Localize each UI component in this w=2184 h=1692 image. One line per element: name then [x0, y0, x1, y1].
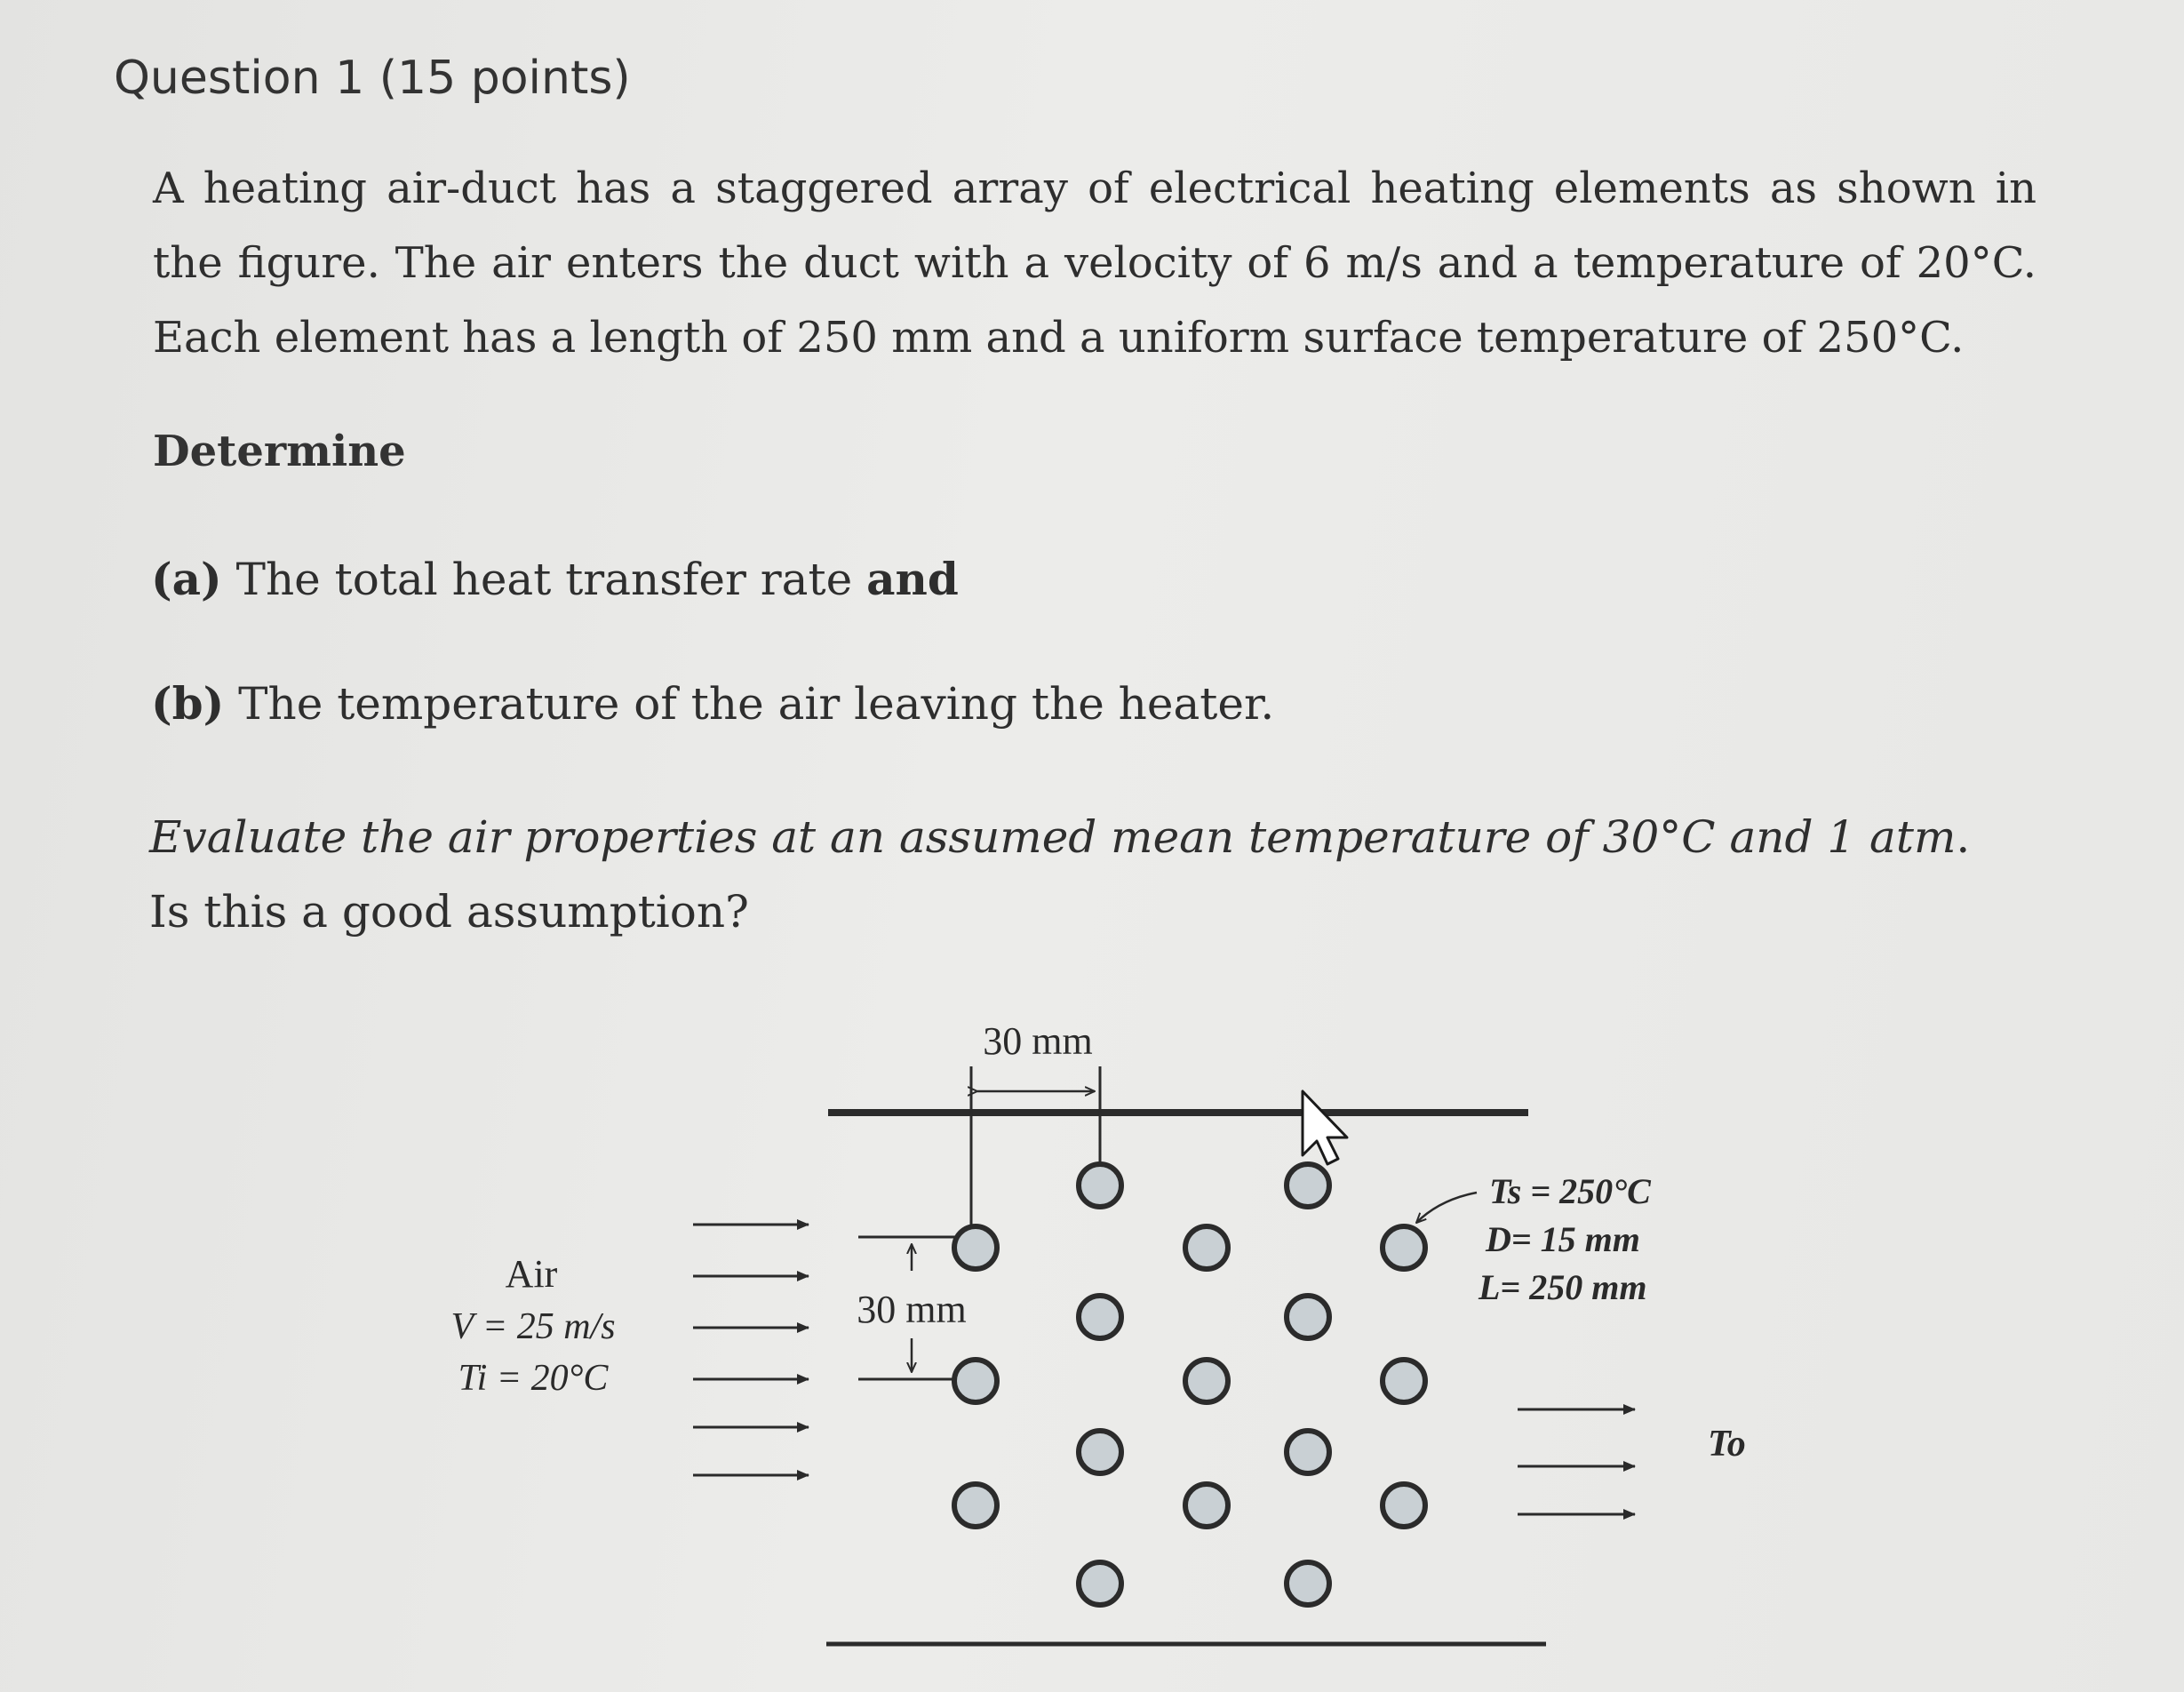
evaluate-tail: . Is this a good assumption?	[149, 811, 1971, 938]
heating-element-tube	[1287, 1562, 1329, 1605]
question-number: Question 1	[114, 52, 365, 105]
heating-element-tube	[1287, 1164, 1329, 1207]
heating-element-tube	[1185, 1360, 1228, 1402]
heating-element-tube	[1383, 1226, 1425, 1269]
inlet-temp-label: Ti = 20°C	[458, 1358, 609, 1399]
heating-element-tube	[954, 1226, 997, 1269]
air-label: Air	[505, 1252, 558, 1296]
heating-element-tube	[954, 1360, 997, 1402]
evaluate-italic: Evaluate the air properties at an assumed mean temperature of 30°C and 1 atm	[149, 811, 1957, 863]
determine-heading: Determine	[153, 427, 406, 476]
side-spacing-label: 30 mm	[857, 1288, 967, 1331]
heating-element-tube	[1079, 1296, 1121, 1338]
part-b-tag: (b)	[151, 677, 225, 730]
surface-temp-label: Ts = 250°C	[1489, 1171, 1651, 1211]
top-spacing-label: 30 mm	[983, 1019, 1093, 1063]
heating-element-tube	[1185, 1226, 1228, 1269]
part-a-text: The total heat transfer rate	[221, 554, 867, 605]
inlet-flow-arrows	[693, 1225, 809, 1475]
part-a-and: and	[866, 553, 959, 605]
heating-element-tube	[954, 1484, 997, 1527]
heating-element-tube	[1383, 1484, 1425, 1527]
heating-element-tube	[1383, 1360, 1425, 1402]
heating-element-tube	[1079, 1164, 1121, 1207]
heating-element-tube	[1287, 1431, 1329, 1473]
leader-line	[1416, 1193, 1477, 1223]
tube-array	[954, 1164, 1425, 1605]
outlet-flow-arrows	[1518, 1409, 1635, 1514]
heating-element-tube	[1079, 1562, 1121, 1605]
part-a-tag: (a)	[151, 553, 222, 605]
diameter-label: D= 15 mm	[1486, 1219, 1640, 1259]
outlet-temp-label: To	[1708, 1424, 1746, 1465]
problem-statement: A heating air-duct has a staggered array of electrical heating elements as shown in the figure. The air enters the duct with a velocity of 6 m/s and a temperature of 20°C. Each element has a length of 250 mm and a uniform surface temperature of 250°C.	[153, 164, 2037, 363]
heating-element-tube	[1079, 1431, 1121, 1473]
heating-element-tube	[1185, 1484, 1228, 1527]
question-points: (15 points)	[379, 52, 631, 105]
velocity-label: V = 25 m/s	[450, 1306, 616, 1347]
part-b-text: The temperature of the air leaving the heater.	[224, 678, 1275, 730]
length-label: L= 250 mm	[1479, 1267, 1647, 1307]
mouse-cursor-icon	[1303, 1091, 1347, 1164]
heating-element-tube	[1287, 1296, 1329, 1338]
